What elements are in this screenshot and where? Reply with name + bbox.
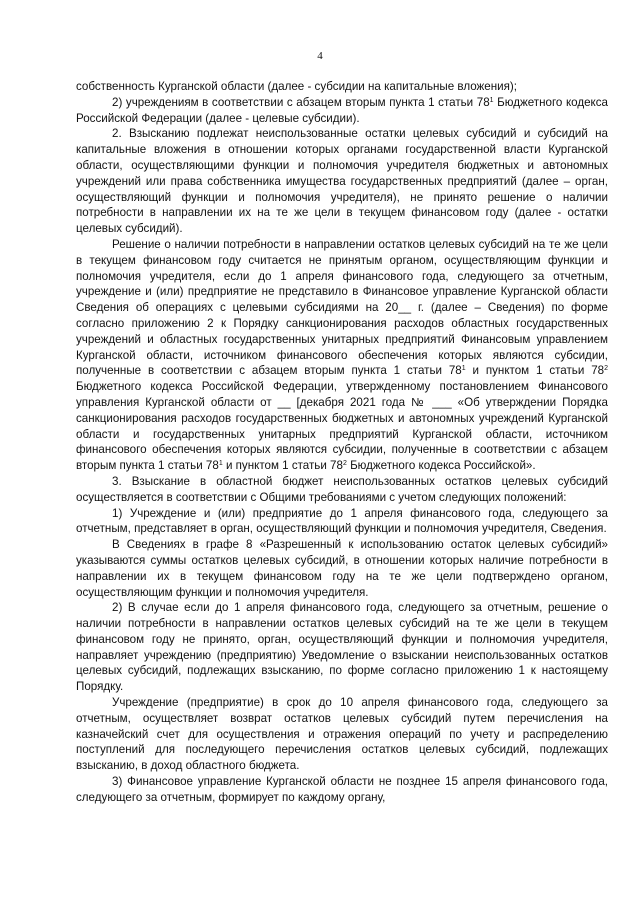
text-run: 3) Финансовое управление Курганской области не позднее 15 апреля финансового года, следующего за отчетным, формирует по каждому органу,: [76, 775, 608, 804]
paragraph-p6: [76, 537, 608, 600]
superscript: 2: [604, 365, 608, 373]
text-run: Решение о наличии потребности в направлении остатков целевых субсидий на те же цели в текущем финансовом году считается не принятым органом, осуществляющим функции и полномочия учредителя, если до 1 апреля финансового года, следующего за отчетным, учреждение и (или) предприятие не представило в Финансовое управление Курганской области Сведения об операциях с целевыми субсидиями на 20__ г. (далее – Сведения) по форме согласно приложению 2 к Порядку санкционирования расходов областных государственных учреждений и областных государственных унитарных предприятий Финансовым управлением Курганской области, источником финансового обеспечения которых являются субсидии, полученные в соответствии с абзацем вторым пункта 1 статьи 78: [76, 237, 608, 378]
text-run: собственность Курганской области (далее - субсидии на капитальные вложения);: [76, 80, 517, 93]
paragraph-p2: [76, 126, 608, 237]
text-run: 3. Взыскание в областной бюджет неиспользованных остатков целевых субсидий осуществляется в соответствии с Общими требованиями с учетом следующих положений:: [76, 474, 608, 504]
paragraph-p7: [76, 600, 608, 695]
superscript: 2: [342, 460, 347, 468]
text-run: 1) Учреждение и (или) предприятие до 1 апреля финансового года, следующего за отчетным, представляет в орган, осуществляющий функции и полномочия учредителя, Сведения.: [76, 506, 608, 536]
paragraph-p0: [76, 79, 608, 95]
text-run: Бюджетного кодекса Российской Федерации (далее - целевые субсидии).: [76, 95, 609, 125]
text-run: Бюджетного кодекса Российской».: [346, 459, 536, 473]
superscript: 1: [461, 365, 466, 373]
paragraph-p4: [76, 474, 608, 506]
text-run: и пунктом 1 статьи 78: [465, 364, 605, 378]
text-run: Бюджетного кодекса Российской Федерации, утвержденному постановлением Финансового управления Курганской области от __ [декабря 2021 года № ___ «Об утверждении Порядка санкционирования расходов государственных бюджетных и автономных учреждений Курганской области и государственных унитарных предприятий Курганской области, источником финансового обеспечения которых являются субсидии, полученные в соответствии с абзацем вторым пункта 1 статьи 78: [76, 380, 608, 473]
paragraph-p3: [76, 237, 608, 474]
text-run: Учреждение (предприятие) в срок до 10 апреля финансового года, следующего за отчетным, осуществляет возврат остатков целевых субсидий путем перечисления на казначейский счет для осуществления и отражения операций по учету и распределению поступлений для последующего перечисления остатков целевых субсидий, подлежащих взысканию, в доход областного бюджета.: [76, 696, 608, 773]
document-body: [76, 79, 608, 806]
paragraph-p1: [76, 95, 608, 127]
text-run: и пунктом 1 статьи 78: [222, 459, 343, 473]
text-run: 2. Взысканию подлежат неиспользованные остатки целевых субсидий и субсидий на капитальные вложения в отношении которых органами государственной власти Курганской области, осуществляющими функции и полномочия учредителя бюджетных и автономных учреждений или права собственника имущества государственных предприятий (далее – орган, осуществляющий функции и полномочия учредителя), не принято решение о наличии потребности в направлении их на те же цели в текущем финансовом году (далее - остатки целевых субсидий).: [76, 127, 608, 236]
text-run: 2) учреждениям в соответствии с абзацем вторым пункта 1 статьи 78: [112, 95, 490, 109]
paragraph-p5: [76, 506, 608, 538]
superscript: 1: [218, 460, 223, 468]
paragraph-p9: [76, 774, 608, 806]
text-run: 2) В случае если до 1 апреля финансового года, следующего за отчетным, решение о наличии потребности в направлении остатков целевых субсидий на те же цели в текущем финансовом году не принято, орган, осуществляющий функции и полномочия учредителя, направляет учреждению (предприятию) Уведомление о взыскании неиспользованных остатков целевых субсидий, подлежащих взысканию, по форме согласно приложению 1 к настоящему Порядку.: [76, 601, 608, 694]
superscript: 1: [489, 96, 494, 104]
text-run: В Сведениях в графе 8 «Разрешенный к использованию остаток целевых субсидий» указываются суммы остатков целевых субсидий, в отношении которых наличие потребности в направлении их в текущем финансовом году на те же цели подтверждено органом, осуществляющим функции и полномочия учредителя.: [76, 538, 608, 599]
page-number: 4: [317, 50, 323, 62]
paragraph-p8: [76, 695, 608, 774]
